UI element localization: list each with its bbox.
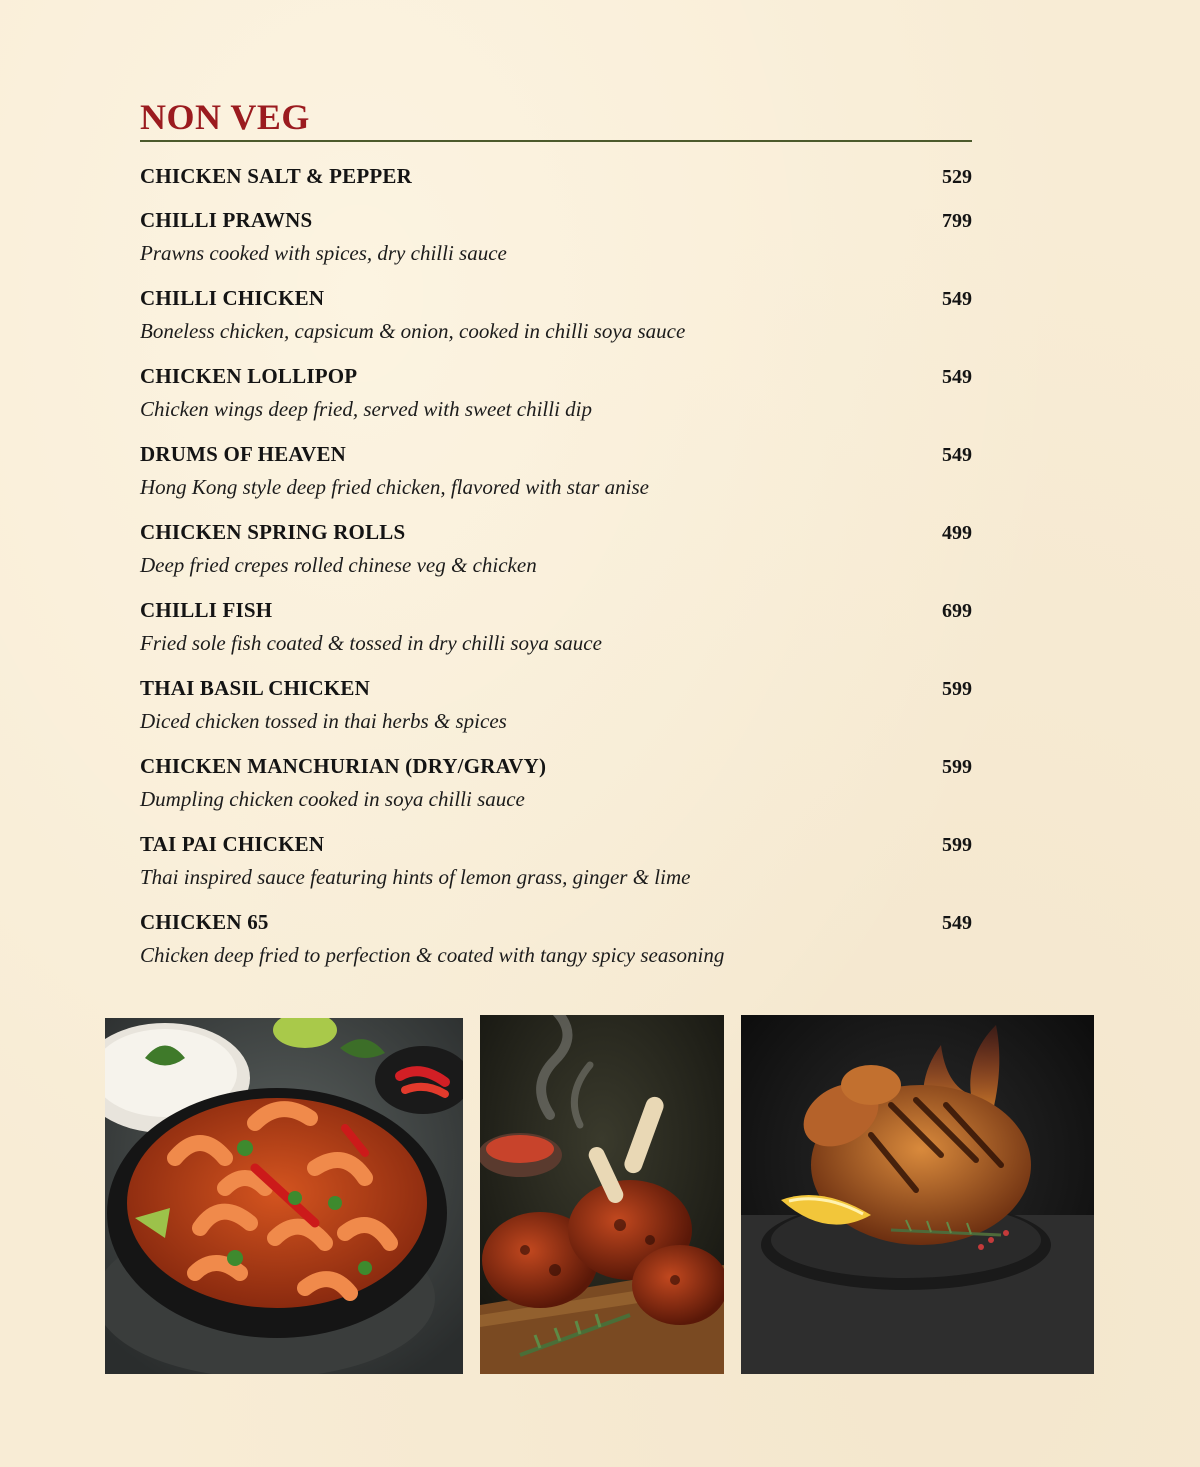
item-name: CHILLI CHICKEN (140, 286, 325, 310)
menu-item (140, 282, 972, 348)
item-description: Prawns cooked with spices, dry chilli sauce (140, 241, 507, 265)
section-title: NON VEG (140, 97, 310, 137)
item-price: 699 (942, 600, 972, 622)
item-name: CHICKEN MANCHURIAN (DRY/GRAVY) (140, 754, 547, 778)
menu-list (140, 160, 972, 984)
item-name: CHICKEN SALT & PEPPER (140, 164, 413, 188)
menu-item (140, 906, 972, 972)
item-price: 499 (942, 522, 972, 544)
item-name: CHILLI PRAWNS (140, 208, 313, 232)
item-price: 549 (942, 912, 972, 934)
menu-item (140, 672, 972, 738)
item-description: Deep fried crepes rolled chinese veg & chicken (140, 553, 537, 577)
prawn-curry-photo (105, 1018, 463, 1374)
item-name: CHILLI FISH (140, 598, 273, 622)
item-name: CHICKEN SPRING ROLLS (140, 520, 406, 544)
item-description: Dumpling chicken cooked in soya chilli sauce (140, 787, 525, 811)
menu-item (140, 360, 972, 426)
item-price: 799 (942, 210, 972, 232)
roast-chicken-photo (741, 1015, 1094, 1374)
item-description: Fried sole fish coated & tossed in dry chilli soya sauce (140, 631, 602, 655)
item-price: 599 (942, 834, 972, 856)
item-name: DRUMS OF HEAVEN (140, 442, 347, 466)
item-price: 599 (942, 756, 972, 778)
item-name: TAI PAI CHICKEN (140, 832, 325, 856)
item-description: Chicken deep fried to perfection & coated with tangy spicy seasoning (140, 943, 725, 967)
menu-item (140, 160, 972, 192)
item-description: Boneless chicken, capsicum & onion, cooked in chilli soya sauce (140, 319, 686, 343)
item-price: 549 (942, 444, 972, 466)
menu-item (140, 594, 972, 660)
item-description: Hong Kong style deep fried chicken, flavored with star anise (140, 475, 649, 499)
item-price: 599 (942, 678, 972, 700)
menu-item (140, 204, 972, 270)
item-price: 549 (942, 366, 972, 388)
item-price: 549 (942, 288, 972, 310)
item-name: THAI BASIL CHICKEN (140, 676, 370, 700)
item-name: CHICKEN LOLLIPOP (140, 364, 358, 388)
item-name: CHICKEN 65 (140, 910, 269, 934)
menu-item (140, 750, 972, 816)
item-description: Thai inspired sauce featuring hints of lemon grass, ginger & lime (140, 865, 691, 889)
menu-item (140, 516, 972, 582)
menu-item (140, 438, 972, 504)
chicken-drumsticks-photo (480, 1015, 724, 1374)
item-price: 529 (942, 166, 972, 188)
item-description: Chicken wings deep fried, served with sweet chilli dip (140, 397, 593, 421)
menu-item (140, 828, 972, 894)
item-description: Diced chicken tossed in thai herbs & spices (140, 709, 507, 733)
section-divider (140, 140, 972, 142)
